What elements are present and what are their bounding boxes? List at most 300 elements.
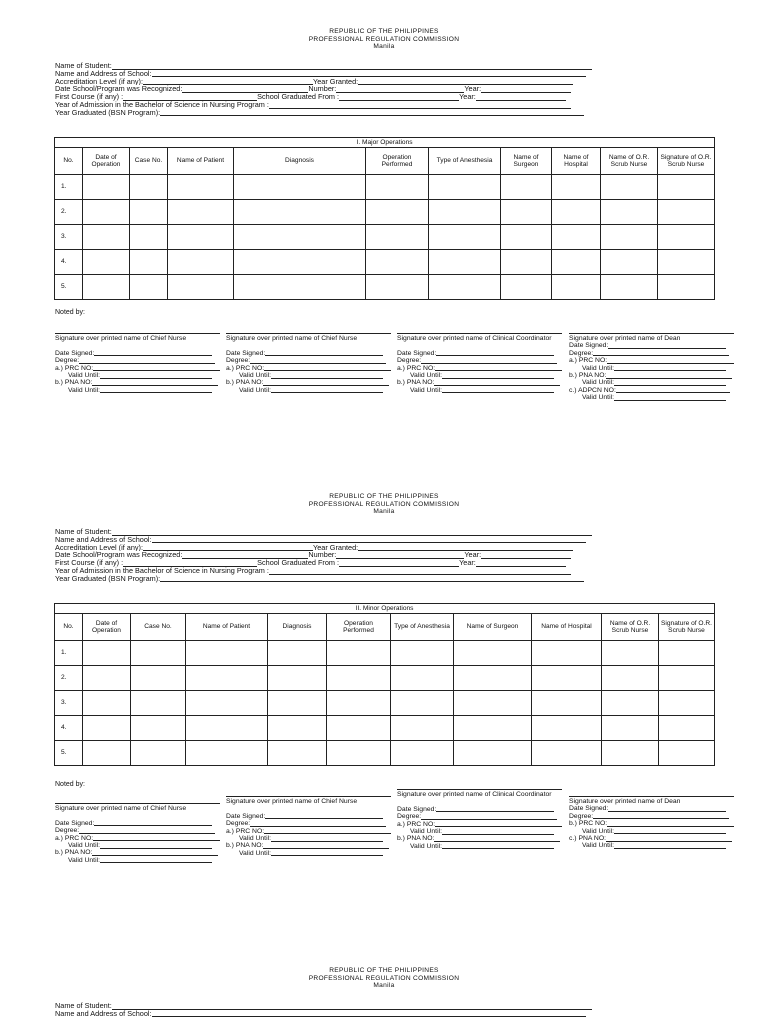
table-cell[interactable]	[130, 225, 168, 250]
year-field[interactable]	[476, 93, 566, 101]
school-graduated-label: School Graduated From :	[257, 559, 340, 567]
pna-no-label: c.) PNA NO:	[569, 834, 607, 842]
table-cell[interactable]	[552, 200, 601, 225]
table-cell[interactable]	[83, 716, 131, 741]
number-field[interactable]	[336, 85, 464, 93]
prc-no-label: a.) PRC NO:	[397, 364, 436, 372]
year-granted-label: Year Granted:	[313, 77, 359, 86]
table-cell[interactable]	[327, 666, 391, 691]
table-cell[interactable]	[532, 641, 602, 666]
accreditation-label: Accreditation Level (if any):	[55, 543, 144, 552]
date-signed-field[interactable]	[94, 350, 212, 357]
valid-until-field[interactable]	[442, 387, 554, 394]
table-cell[interactable]	[658, 200, 715, 225]
adpcn-no-field[interactable]	[616, 387, 730, 394]
year-field[interactable]	[481, 551, 571, 559]
table-cell[interactable]	[83, 691, 131, 716]
table-cell[interactable]	[268, 666, 327, 691]
column-header: Name of Patient	[168, 148, 234, 175]
table-cell[interactable]	[131, 666, 186, 691]
table-cell[interactable]	[429, 275, 501, 300]
column-header: Signature of O.R. Scrub Nurse	[659, 614, 715, 641]
chief-nurse-signature-block-2	[226, 796, 391, 857]
prc-no-field[interactable]	[607, 357, 734, 364]
table-cell[interactable]	[602, 716, 659, 741]
table-cell[interactable]	[131, 691, 186, 716]
column-header: Date of Operation	[83, 614, 131, 641]
valid-until-field[interactable]	[100, 842, 212, 849]
number-label: Number:	[308, 85, 337, 94]
column-header: Operation Performed	[327, 614, 391, 641]
table-cell[interactable]	[168, 275, 234, 300]
prc-no-field[interactable]	[435, 821, 562, 828]
degree-field[interactable]	[79, 357, 215, 364]
pna-no-label: b.) PNA NO:	[55, 379, 93, 387]
form-header	[0, 28, 768, 51]
year-admission-field[interactable]	[269, 567, 571, 575]
row-number: 5.	[55, 275, 83, 300]
table-cell[interactable]	[186, 716, 268, 741]
table-cell[interactable]	[659, 691, 715, 716]
signatory-caption: Signature over printed name of Dean	[569, 335, 681, 342]
valid-until-label: Valid Until:	[582, 842, 614, 850]
table-cell[interactable]	[234, 175, 366, 200]
column-header: No.	[55, 148, 83, 175]
valid-until-field[interactable]	[442, 372, 554, 379]
pna-no-label: b.) PNA NO:	[397, 835, 435, 843]
name-of-student-label: Name of Student:	[55, 62, 112, 70]
table-cell[interactable]	[602, 691, 659, 716]
valid-until-field[interactable]	[100, 387, 212, 394]
year-admission-label: Year of Admission in the Bachelor of Science in Nursing Program :	[55, 566, 269, 575]
prc-no-field[interactable]	[435, 365, 562, 372]
signature-line[interactable]	[226, 333, 391, 334]
table-cell[interactable]	[501, 200, 552, 225]
date-recognized-field[interactable]	[182, 85, 308, 93]
accreditation-field[interactable]	[143, 78, 313, 86]
name-of-student-label: Name of Student:	[55, 528, 112, 536]
pna-no-field[interactable]	[92, 379, 218, 386]
valid-until-field[interactable]	[614, 842, 726, 849]
first-course-field[interactable]	[123, 93, 257, 101]
prc-no-field[interactable]	[93, 835, 220, 842]
signatory-caption: Signature over printed name of Chief Nurse	[55, 805, 187, 812]
student-fields	[55, 528, 605, 583]
signature-line[interactable]	[569, 333, 734, 334]
prc-no-label: b.) PRC NO:	[569, 820, 608, 828]
table-cell[interactable]	[234, 200, 366, 225]
signatory-caption: Signature over printed name of Clinical Coordinator	[397, 335, 552, 342]
number-label: Number:	[308, 551, 337, 560]
valid-until-label: Valid Until:	[410, 371, 442, 379]
school-graduated-field[interactable]	[339, 559, 459, 567]
signatory-caption: Signature over printed name of Chief Nurse	[226, 335, 358, 342]
year-granted-field[interactable]	[358, 544, 573, 552]
table-cell[interactable]	[186, 691, 268, 716]
name-of-student-field[interactable]	[112, 528, 592, 536]
degree-field[interactable]	[79, 827, 215, 834]
column-header: Date of Operation	[83, 148, 130, 175]
table-cell[interactable]	[454, 741, 532, 766]
date-recognized-field[interactable]	[182, 551, 308, 559]
column-header: Diagnosis	[234, 148, 366, 175]
table-cell[interactable]	[186, 641, 268, 666]
pna-no-field[interactable]	[606, 835, 732, 842]
table-cell[interactable]	[601, 200, 658, 225]
year-field[interactable]	[481, 85, 571, 93]
name-address-school-label: Name and Address of School:	[55, 535, 152, 544]
table-row	[55, 641, 715, 666]
column-header: Diagnosis	[268, 614, 327, 641]
table-cell[interactable]	[658, 175, 715, 200]
signature-line[interactable]	[226, 796, 391, 797]
valid-until-field[interactable]	[271, 835, 383, 842]
row-number: 1.	[55, 641, 83, 666]
table-cell[interactable]	[602, 666, 659, 691]
table-cell[interactable]	[391, 691, 454, 716]
column-header: Name of Surgeon	[501, 148, 552, 175]
row-number: 5.	[55, 741, 83, 766]
degree-label: Degree:	[569, 349, 594, 357]
pna-no-field[interactable]	[606, 372, 732, 379]
date-signed-label: Date Signed:	[55, 349, 95, 357]
valid-until-field[interactable]	[271, 372, 383, 379]
valid-until-field[interactable]	[100, 372, 212, 379]
table-cell[interactable]	[234, 225, 366, 250]
column-header: Name of O.R. Scrub Nurse	[601, 148, 658, 175]
clinical-coordinator-signature-block	[397, 333, 562, 394]
valid-until-label: Valid Until:	[68, 386, 100, 394]
valid-until-label: Valid Until:	[68, 371, 100, 379]
name-address-school-label: Name and Address of School:	[55, 1009, 152, 1018]
header-line-1: REPUBLIC OF THE PHILIPPINES	[329, 493, 439, 500]
table-cell[interactable]	[429, 175, 501, 200]
table-cell[interactable]	[532, 666, 602, 691]
pna-no-label: b.) PNA NO:	[55, 849, 93, 857]
header-line-2: PROFESSIONAL REGULATION COMMISSION	[308, 35, 460, 43]
date-signed-label: Date Signed:	[397, 349, 437, 357]
column-header: Name of Hospital	[552, 148, 601, 175]
degree-label: Degree:	[55, 827, 80, 835]
header-line-2: PROFESSIONAL REGULATION COMMISSION	[308, 974, 460, 982]
prc-no-label: a.) PRC NO:	[226, 827, 265, 835]
name-address-school-field[interactable]	[152, 70, 586, 78]
table-cell[interactable]	[131, 741, 186, 766]
table-cell[interactable]	[532, 716, 602, 741]
dean-signature-block	[569, 796, 734, 850]
clinical-coordinator-signature-block	[397, 789, 562, 850]
table-cell[interactable]	[83, 741, 131, 766]
table-cell[interactable]	[186, 741, 268, 766]
table-cell[interactable]	[391, 716, 454, 741]
noted-by-label: Noted by:	[55, 309, 85, 316]
table-cell[interactable]	[429, 200, 501, 225]
table-cell[interactable]	[268, 716, 327, 741]
signature-line[interactable]	[397, 333, 562, 334]
table-cell[interactable]	[366, 275, 429, 300]
name-address-school-label: Name and Address of School:	[55, 69, 152, 78]
row-number: 4.	[55, 250, 83, 275]
prc-no-field[interactable]	[607, 820, 734, 827]
signatory-caption: Signature over printed name of Clinical Coordinator	[397, 791, 552, 798]
prc-no-label: a.) PRC NO:	[226, 364, 265, 372]
valid-until-label: Valid Until:	[239, 834, 271, 842]
table-cell[interactable]	[659, 666, 715, 691]
date-signed-label: Date Signed:	[226, 349, 266, 357]
degree-field[interactable]	[421, 357, 557, 364]
adpcn-no-label: c.) ADPCN NO:	[569, 386, 616, 394]
degree-label: Degree:	[397, 357, 422, 365]
row-number: 1.	[55, 175, 83, 200]
valid-until-label: Valid Until:	[582, 394, 614, 402]
valid-until-field[interactable]	[271, 850, 383, 857]
date-signed-field[interactable]	[94, 820, 212, 827]
table-cell[interactable]	[268, 691, 327, 716]
table-cell[interactable]	[366, 200, 429, 225]
noted-by-label: Noted by:	[55, 781, 85, 788]
pna-no-field[interactable]	[263, 842, 389, 849]
signature-line[interactable]	[55, 803, 220, 804]
chief-nurse-signature-block	[55, 333, 220, 394]
table-cell[interactable]	[601, 225, 658, 250]
table-cell[interactable]	[130, 250, 168, 275]
year-admission-field[interactable]	[269, 101, 571, 109]
table-cell[interactable]	[658, 225, 715, 250]
signature-line[interactable]	[569, 796, 734, 797]
column-header: Name of Hospital	[532, 614, 602, 641]
row-number: 4.	[55, 716, 83, 741]
row-number: 3.	[55, 691, 83, 716]
date-signed-field[interactable]	[608, 342, 726, 349]
row-number: 3.	[55, 225, 83, 250]
table-cell[interactable]	[234, 275, 366, 300]
column-header: Name of Patient	[186, 614, 268, 641]
degree-field[interactable]	[250, 357, 386, 364]
table-cell[interactable]	[83, 641, 131, 666]
table-cell[interactable]	[131, 641, 186, 666]
name-address-school-field[interactable]	[152, 1010, 586, 1018]
table-cell[interactable]	[602, 741, 659, 766]
table-cell[interactable]	[601, 275, 658, 300]
table-cell[interactable]	[501, 175, 552, 200]
major-operations-table	[54, 137, 715, 300]
prc-no-field[interactable]	[264, 365, 391, 372]
table-cell[interactable]	[268, 641, 327, 666]
table-cell[interactable]	[454, 666, 532, 691]
name-address-school-field[interactable]	[152, 536, 586, 544]
pna-no-label: b.) PNA NO:	[226, 379, 264, 387]
table-cell[interactable]	[391, 741, 454, 766]
table-row	[55, 200, 715, 225]
chief-nurse-signature-block-2	[226, 333, 391, 394]
student-fields	[55, 62, 605, 117]
table-cell[interactable]	[391, 666, 454, 691]
pna-no-field[interactable]	[434, 835, 560, 842]
header-line-1: REPUBLIC OF THE PHILIPPINES	[329, 967, 439, 974]
date-signed-field[interactable]	[265, 350, 383, 357]
table-cell[interactable]	[659, 716, 715, 741]
year-graduated-label: Year Graduated (BSN Program):	[55, 574, 161, 583]
table-title: I. Major Operations	[55, 138, 715, 148]
valid-until-field[interactable]	[442, 843, 554, 850]
table-cell[interactable]	[327, 691, 391, 716]
table-row	[55, 741, 715, 766]
number-field[interactable]	[336, 551, 464, 559]
table-title: II. Minor Operations	[55, 604, 715, 614]
table-cell[interactable]	[130, 175, 168, 200]
year-granted-field[interactable]	[358, 78, 573, 86]
year-graduated-field[interactable]	[160, 575, 584, 583]
first-course-field[interactable]	[123, 559, 257, 567]
signature-line[interactable]	[397, 789, 562, 790]
table-cell[interactable]	[268, 741, 327, 766]
valid-until-label: Valid Until:	[239, 386, 271, 394]
table-cell[interactable]	[130, 200, 168, 225]
table-cell[interactable]	[552, 250, 601, 275]
header-line-3: Manila	[373, 982, 395, 990]
valid-until-field[interactable]	[614, 394, 726, 401]
table-cell[interactable]	[429, 225, 501, 250]
date-signed-field[interactable]	[436, 806, 554, 813]
degree-label: Degree:	[55, 357, 80, 365]
table-cell[interactable]	[168, 200, 234, 225]
valid-until-label: Valid Until:	[239, 849, 271, 857]
table-cell[interactable]	[602, 641, 659, 666]
table-cell[interactable]	[532, 691, 602, 716]
pna-no-field[interactable]	[434, 379, 560, 386]
table-cell[interactable]	[327, 641, 391, 666]
date-signed-field[interactable]	[265, 813, 383, 820]
valid-until-label: Valid Until:	[582, 364, 614, 372]
date-signed-label: Date Signed:	[569, 805, 609, 813]
name-of-student-field[interactable]	[112, 62, 592, 70]
column-header: No.	[55, 614, 83, 641]
table-cell[interactable]	[501, 275, 552, 300]
degree-field[interactable]	[593, 350, 729, 357]
table-row	[55, 275, 715, 300]
date-recognized-label: Date School/Program was Recognized:	[55, 551, 183, 560]
table-cell[interactable]	[83, 225, 130, 250]
prc-no-label: a.) PRC NO:	[569, 357, 608, 365]
table-cell[interactable]	[186, 666, 268, 691]
table-cell[interactable]	[83, 175, 130, 200]
table-cell[interactable]	[130, 275, 168, 300]
table-cell[interactable]	[83, 666, 131, 691]
signatory-caption: Signature over printed name of Chief Nurse	[55, 335, 187, 342]
table-cell[interactable]	[659, 741, 715, 766]
degree-label: Degree:	[397, 813, 422, 821]
accreditation-field[interactable]	[143, 544, 313, 552]
prc-no-label: a.) PRC NO:	[55, 364, 94, 372]
date-signed-label: Date Signed:	[226, 812, 266, 820]
school-graduated-label: School Graduated From :	[257, 93, 340, 101]
year-graduated-field[interactable]	[160, 109, 584, 117]
table-cell[interactable]	[658, 250, 715, 275]
signature-line[interactable]	[55, 333, 220, 334]
date-signed-field[interactable]	[436, 350, 554, 357]
degree-field[interactable]	[421, 813, 557, 820]
signatory-caption: Signature over printed name of Dean	[569, 798, 681, 805]
school-graduated-field[interactable]	[339, 93, 459, 101]
table-cell[interactable]	[454, 641, 532, 666]
table-cell[interactable]	[501, 225, 552, 250]
degree-field[interactable]	[593, 813, 729, 820]
table-cell[interactable]	[659, 641, 715, 666]
prc-no-label: a.) PRC NO:	[55, 834, 94, 842]
table-cell[interactable]	[83, 200, 130, 225]
table-cell[interactable]	[131, 716, 186, 741]
name-of-student-field[interactable]	[112, 1002, 592, 1010]
table-cell[interactable]	[391, 641, 454, 666]
year-label: Year:	[464, 85, 482, 94]
prc-no-field[interactable]	[264, 828, 391, 835]
valid-until-field[interactable]	[100, 857, 212, 864]
table-row	[55, 175, 715, 200]
date-signed-field[interactable]	[608, 805, 726, 812]
column-header: Case No.	[131, 614, 186, 641]
year-label: Year:	[459, 93, 476, 101]
table-cell[interactable]	[168, 175, 234, 200]
table-row	[55, 691, 715, 716]
table-cell[interactable]	[601, 175, 658, 200]
valid-until-field[interactable]	[271, 387, 383, 394]
table-cell[interactable]	[601, 250, 658, 275]
table-cell[interactable]	[429, 250, 501, 275]
valid-until-field[interactable]	[442, 828, 554, 835]
table-cell[interactable]	[83, 250, 130, 275]
valid-until-label: Valid Until:	[582, 827, 614, 835]
table-cell[interactable]	[168, 225, 234, 250]
column-header: Type of Anesthesia	[429, 148, 501, 175]
pna-no-field[interactable]	[92, 849, 218, 856]
table-cell[interactable]	[454, 716, 532, 741]
table-cell[interactable]	[658, 275, 715, 300]
prc-no-field[interactable]	[93, 365, 220, 372]
table-cell[interactable]	[366, 225, 429, 250]
date-signed-label: Date Signed:	[397, 805, 437, 813]
table-cell[interactable]	[532, 741, 602, 766]
column-header: Operation Performed	[366, 148, 429, 175]
table-cell[interactable]	[552, 275, 601, 300]
valid-until-field[interactable]	[614, 365, 726, 372]
degree-label: Degree:	[569, 812, 594, 820]
valid-until-label: Valid Until:	[410, 842, 442, 850]
table-cell[interactable]	[366, 175, 429, 200]
pna-no-field[interactable]	[263, 379, 389, 386]
table-row	[55, 225, 715, 250]
column-header: Name of O.R. Scrub Nurse	[602, 614, 659, 641]
degree-field[interactable]	[250, 820, 386, 827]
table-cell[interactable]	[366, 250, 429, 275]
table-cell[interactable]	[454, 691, 532, 716]
table-cell[interactable]	[327, 716, 391, 741]
table-cell[interactable]	[501, 250, 552, 275]
signatory-caption: Signature over printed name of Chief Nurse	[226, 798, 358, 805]
table-cell[interactable]	[168, 250, 234, 275]
table-cell[interactable]	[552, 175, 601, 200]
valid-until-field[interactable]	[614, 379, 726, 386]
table-cell[interactable]	[552, 225, 601, 250]
table-cell[interactable]	[83, 275, 130, 300]
student-fields	[55, 1002, 605, 1024]
table-cell[interactable]	[327, 741, 391, 766]
pna-no-label: b.) PNA NO:	[226, 842, 264, 850]
table-cell[interactable]	[234, 250, 366, 275]
valid-until-field[interactable]	[614, 828, 726, 835]
year-label: Year:	[459, 559, 476, 567]
valid-until-label: Valid Until:	[68, 856, 100, 864]
year-field[interactable]	[476, 559, 566, 567]
